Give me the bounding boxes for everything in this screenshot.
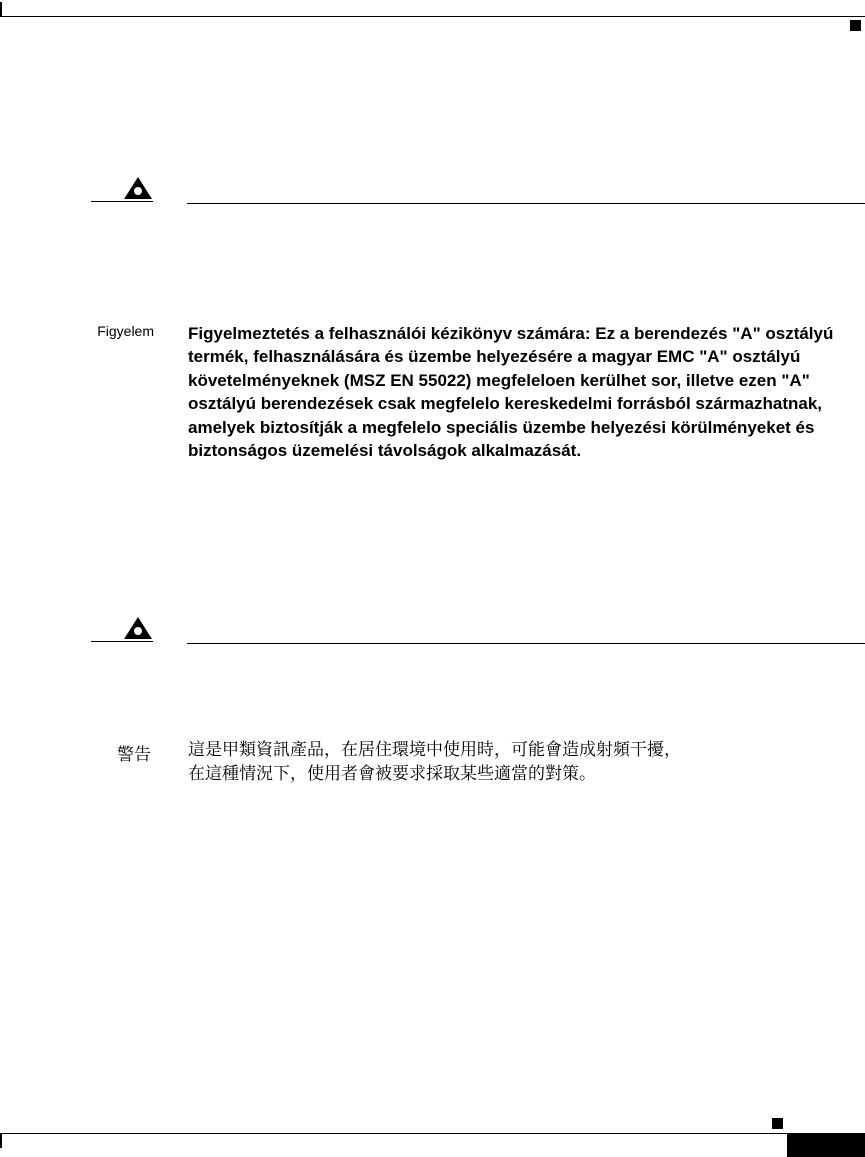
warning-rule <box>187 643 865 644</box>
warning-text-line: 這是甲類資訊產品，在居住環境中使用時，可能會造成射頻干擾， <box>188 740 681 760</box>
page-number-tab <box>787 1134 865 1157</box>
header-corner-mark <box>850 20 861 31</box>
header-rule <box>0 16 865 17</box>
warning-text <box>188 738 828 786</box>
warning-label: 警告 <box>117 745 151 765</box>
warning-icon-underline <box>91 201 153 202</box>
footer-corner-mark <box>772 1118 783 1129</box>
warning-triangle-icon <box>123 616 153 640</box>
header-edge-tick <box>0 2 2 16</box>
warning-triangle-icon <box>123 176 153 200</box>
warning-icon-underline <box>91 641 153 642</box>
warning-rule <box>187 203 865 204</box>
warning-label: Figyelem <box>97 323 154 339</box>
warning-text-line: 在這種情況下，使用者會被要求採取某些適當的對策。 <box>188 764 596 784</box>
footer-rule <box>0 1133 865 1134</box>
warning-text: Figyelmeztetés a felhasználói kézikönyv számára: Ez a berendezés "A" osztályú termék, felhasználására és üzembe helyezésére a magyar EMC "A" osztályú követelményeknek (MSZ EN 55022) megfeleloen kerülhet sor, illetve ezen "A" osztályú berendezések csak megfelelo kereskedelmi forrásból származhatnak, amelyek biztosítják a megfelelo speciális üzembe helyezési körülményeket és biztonságos üzemelési távolságok alkalmazását. <box>188 324 834 461</box>
footer-edge-tick <box>0 1134 2 1148</box>
